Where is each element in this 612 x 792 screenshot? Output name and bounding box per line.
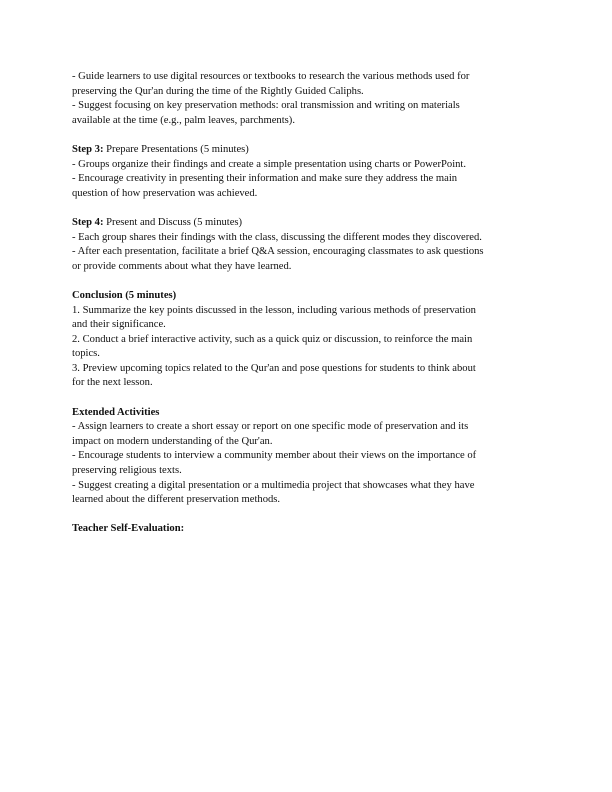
self-evaluation-section	[72, 522, 542, 537]
text-line: 3. Preview upcoming topics related to the Qur'an and pose questions for students to think about	[72, 362, 476, 374]
self-evaluation-heading: Teacher Self-Evaluation:	[72, 523, 185, 535]
step-3-section	[72, 143, 542, 201]
step-3-label: Step 3:	[72, 143, 104, 155]
step-3-heading	[72, 143, 542, 158]
text-line: or provide comments about what they have learned.	[72, 260, 292, 272]
text-line: topics.	[72, 348, 100, 360]
text-line: - Encourage students to interview a community member about their views on the importance of	[72, 450, 477, 462]
text-line: - Encourage creativity in presenting their information and make sure they address the main	[72, 173, 458, 185]
text-line: question of how preservation was achieved.	[72, 187, 258, 199]
text-line: - Suggest creating a digital presentation or a multimedia project that showcases what they have	[72, 479, 475, 491]
step-4-heading	[72, 216, 542, 231]
step-3-title: Prepare Presentations (5 minutes)	[103, 143, 249, 155]
text-line: preserving religious texts.	[72, 465, 182, 477]
text-line: - After each presentation, facilitate a brief Q&A session, encouraging classmates to ask questions	[72, 246, 484, 258]
text-line: impact on modern understanding of the Qur'an.	[72, 435, 273, 447]
text-line: - Each group shares their findings with the class, discussing the different modes they discovered.	[72, 231, 482, 243]
text-line: for the next lesson.	[72, 377, 153, 389]
step-4-section	[72, 216, 542, 274]
text-line: - Suggest focusing on key preservation methods: oral transmission and writing on materials	[72, 100, 460, 112]
document-page	[72, 70, 542, 552]
text-line: 2. Conduct a brief interactive activity, such as a quick quiz or discussion, to reinforce the main	[72, 333, 473, 345]
text-line: learned about the different preservation methods.	[72, 494, 281, 506]
text-line: and their significance.	[72, 319, 166, 331]
intro-section	[72, 70, 542, 128]
extended-activities-section	[72, 406, 542, 508]
step-4-label: Step 4:	[72, 216, 104, 228]
text-line: - Guide learners to use digital resources or textbooks to research the various methods used for	[72, 71, 470, 82]
text-line: - Assign learners to create a short essay or report on one specific mode of preservation and its	[72, 421, 469, 433]
conclusion-section	[72, 289, 542, 391]
text-line: available at the time (e.g., palm leaves, parchments).	[72, 114, 295, 126]
text-line: - Groups organize their findings and create a simple presentation using charts or PowerPoint.	[72, 158, 467, 170]
text-line: 1. Summarize the key points discussed in the lesson, including various methods of preservation	[72, 304, 476, 316]
extended-activities-heading: Extended Activities	[72, 406, 160, 418]
step-4-title: Present and Discuss (5 minutes)	[103, 216, 243, 228]
text-line: preserving the Qur'an during the time of the Rightly Guided Caliphs.	[72, 85, 364, 97]
conclusion-heading: Conclusion (5 minutes)	[72, 289, 177, 301]
